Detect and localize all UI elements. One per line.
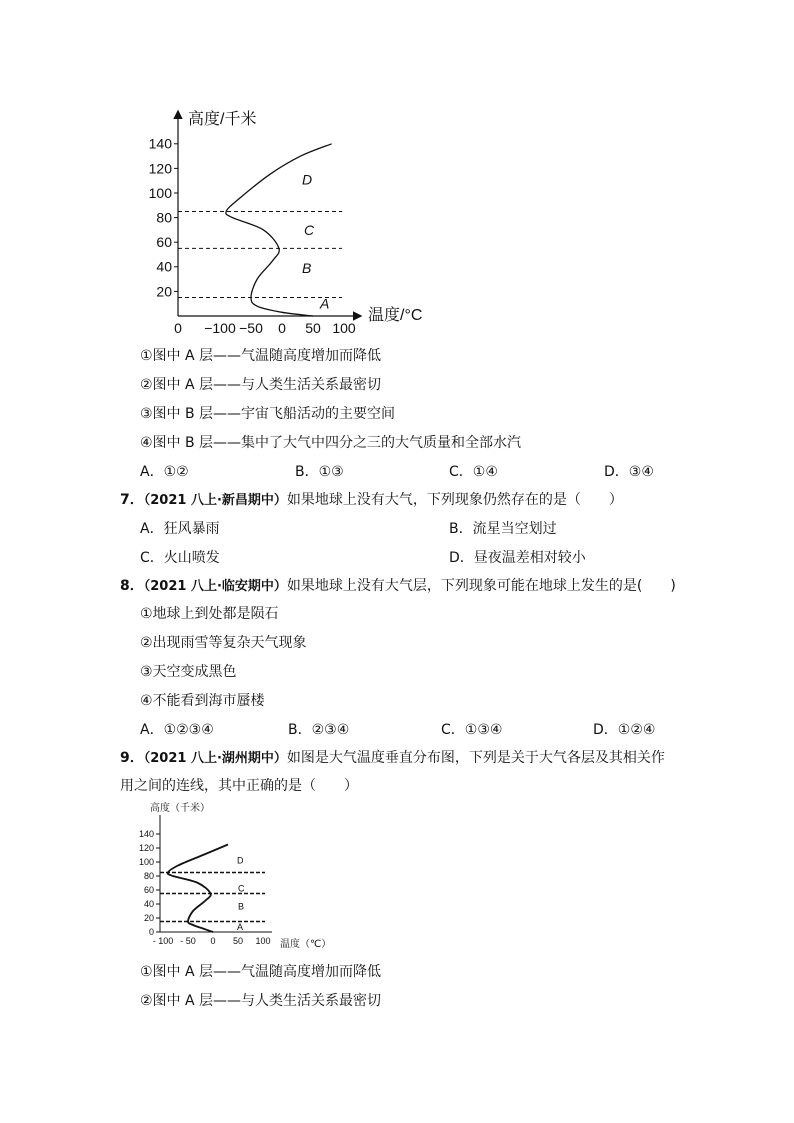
y-tick-label: 60 — [156, 234, 172, 251]
layer-label-B: B — [302, 259, 312, 276]
q6-item-2: ②图中 A 层——与人类生活关系最密切 — [140, 377, 382, 393]
q8-option-c: C．①③④ — [441, 722, 503, 738]
y-tick-label: 80 — [143, 871, 154, 882]
x-tick-label: 0 — [174, 320, 182, 336]
y-tick-label: 40 — [143, 899, 154, 910]
q8-text: 如果地球上没有大气层，下列现象可能在地球上发生的是( ) — [286, 578, 676, 594]
x-axis-label: 温度（℃） — [280, 939, 332, 950]
y-tick-label: 100 — [148, 184, 172, 201]
x-tick-label: 100 — [255, 936, 271, 946]
q8-option-b: B．②③④ — [288, 722, 350, 738]
q9-item-1: ①图中 A 层——气温随高度增加而降低 — [140, 964, 382, 980]
q9-question — [120, 747, 665, 767]
x-tick-label: 100 — [332, 320, 356, 336]
y-tick-label: 100 — [138, 857, 154, 868]
layer-label-A: A — [237, 921, 244, 932]
q7-option-c: C．火山喷发 — [140, 550, 220, 566]
y-tick-label: 120 — [148, 160, 172, 177]
y-tick-label: 140 — [138, 829, 154, 840]
q9-text-line2: 用之间的连线，其中正确的是（ ） — [120, 778, 358, 794]
q8-item-4: ④不能看到海市蜃楼 — [140, 693, 265, 709]
x-axis-label: 温度/°C — [368, 307, 423, 324]
q8-source: （2021 八上·临安期中） — [143, 579, 287, 594]
layer-label-D: D — [302, 171, 313, 188]
q6-item-1: ①图中 A 层——气温随高度增加而降低 — [140, 348, 382, 364]
x-tick-label: 0 — [210, 936, 216, 946]
q7-option-a: A．狂风暴雨 — [140, 521, 220, 537]
q7-number: 7． — [120, 492, 144, 508]
temperature-curve — [168, 845, 228, 933]
y-tick-label: 60 — [143, 885, 154, 896]
x-tick-label: - 100 — [152, 936, 174, 946]
q7-option-b: B．流星当空划过 — [449, 521, 557, 537]
y-tick-label: 80 — [156, 209, 172, 226]
y-axis-label: 高度/千米 — [188, 111, 257, 128]
q8-option-a: A．①②③④ — [140, 722, 214, 738]
temperature-chart-2 — [0, 795, 794, 955]
y-tick-label: 20 — [143, 913, 154, 924]
q8-question — [120, 575, 676, 595]
layer-label-A: A — [320, 295, 330, 312]
y-tick-label: 20 — [156, 283, 172, 300]
temperature-chart-1 — [0, 0, 794, 340]
y-tick-label: 120 — [138, 843, 154, 854]
q7-question — [120, 489, 623, 509]
y-tick-label: 40 — [156, 258, 172, 275]
q7-option-d: D．昼夜温差相对较小 — [449, 550, 586, 566]
q6-option-a: A．①② — [140, 464, 189, 480]
q6-option-b: B．①③ — [295, 464, 344, 480]
q6-option-c: C．①④ — [449, 464, 498, 480]
layer-label-C: C — [238, 883, 245, 894]
y-axis-label: 高度（千米） — [150, 803, 210, 814]
q7-source: （2021 八上·新昌期中） — [143, 493, 287, 508]
temperature-curve — [226, 144, 332, 316]
x-tick-label: 50 — [232, 936, 244, 946]
x-tick-label: −50 — [239, 320, 263, 336]
q7-text: 如果地球上没有大气，下列现象仍然存在的是（ ） — [286, 492, 623, 508]
q6-item-3: ③图中 B 层——宇宙飞船活动的主要空间 — [140, 406, 396, 422]
q9-text-line1: 如图是大气温度垂直分布图，下列是关于大气各层及其相关作 — [286, 750, 665, 766]
q6-item-4: ④图中 B 层——集中了大气中四分之三的大气质量和全部水汽 — [140, 435, 522, 451]
q9-item-2: ②图中 A 层——与人类生活关系最密切 — [140, 993, 382, 1009]
y-tick-label: 0 — [148, 927, 154, 938]
q8-number: 8． — [120, 578, 144, 594]
layer-label-D: D — [237, 855, 244, 866]
layer-label-C: C — [304, 221, 315, 238]
x-tick-label: 50 — [305, 320, 321, 336]
q8-item-3: ③天空变成黑色 — [140, 664, 237, 680]
q8-option-d: D．①②④ — [593, 722, 656, 738]
x-tick-label: 0 — [278, 320, 286, 336]
layer-label-B: B — [238, 901, 245, 912]
q8-item-1: ①地球上到处都是陨石 — [140, 606, 279, 622]
q6-option-d: D．③④ — [604, 464, 654, 480]
q8-item-2: ②出现雨雪等复杂天气现象 — [140, 635, 307, 651]
y-tick-label: 140 — [148, 135, 172, 152]
q9-number: 9． — [120, 750, 144, 766]
q9-source: （2021 八上·湖州期中） — [143, 751, 287, 766]
x-tick-label: - 50 — [180, 936, 196, 946]
x-tick-label: −100 — [204, 320, 236, 336]
